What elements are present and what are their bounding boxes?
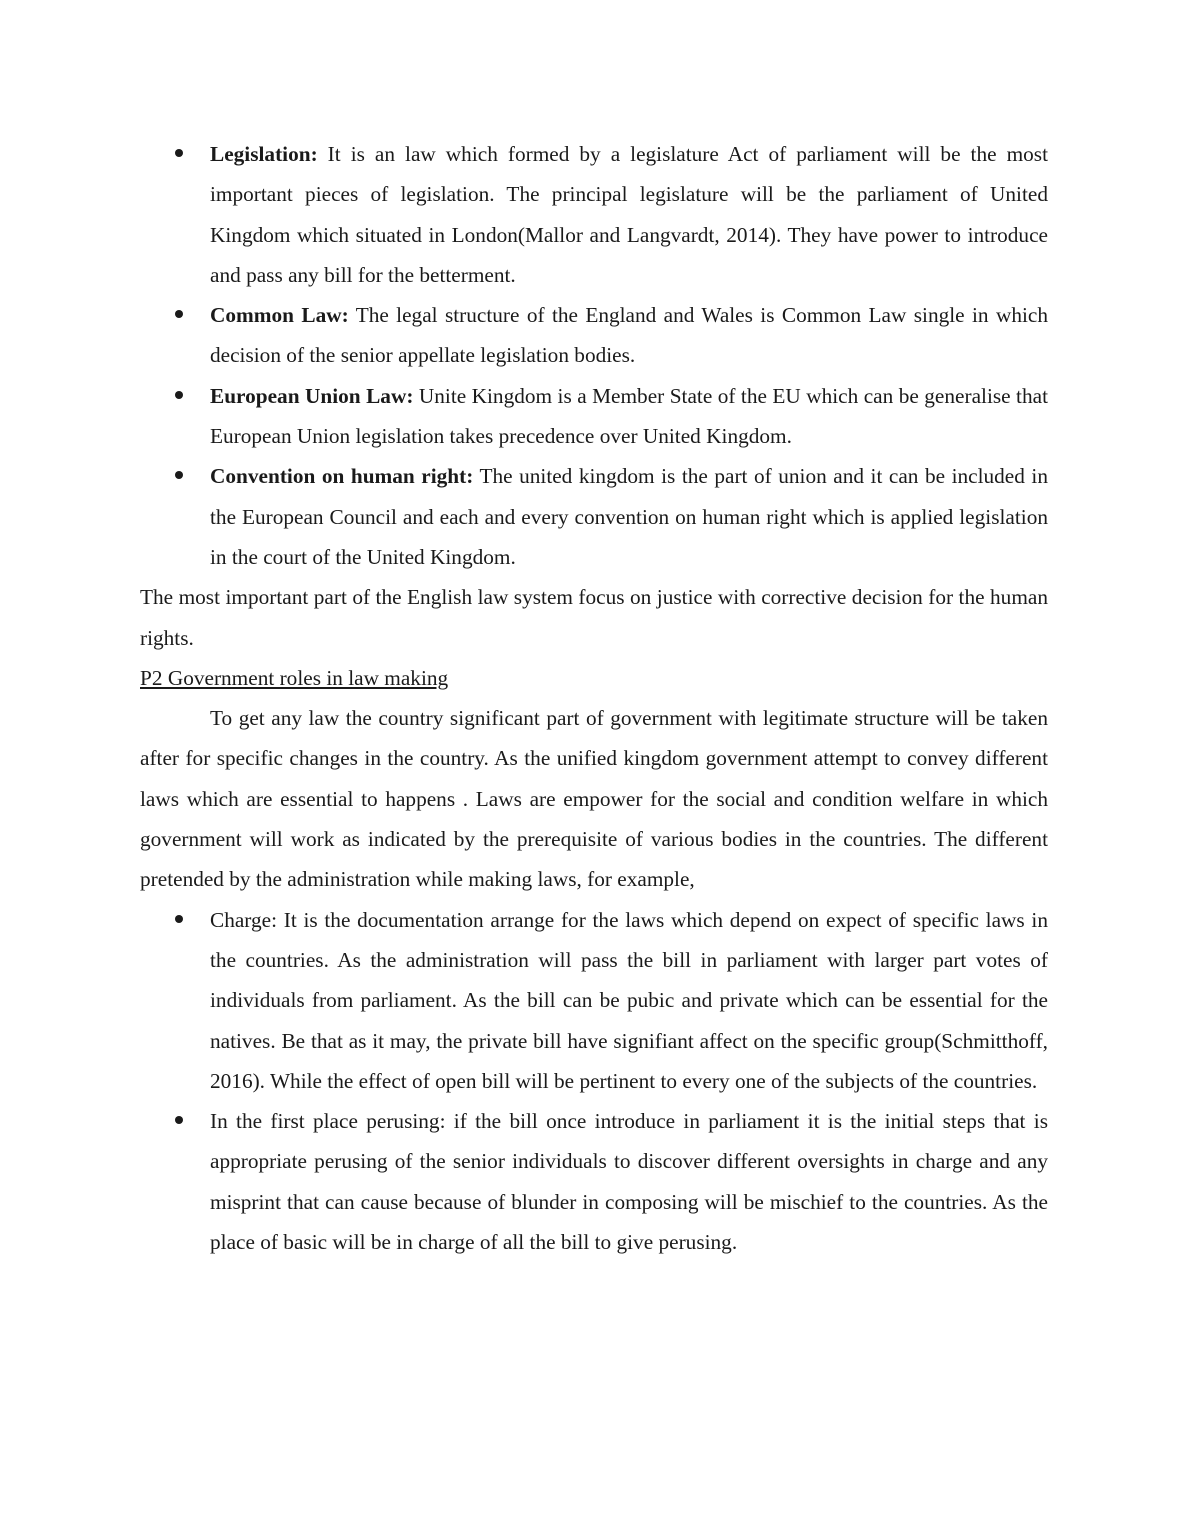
bullet-icon bbox=[175, 915, 183, 923]
list-item-text: Unite Kingdom is a Member State of the EU which can be generalise that European Union legislation takes precedence over United Kingdom. bbox=[210, 383, 1048, 449]
list-item-human-rights bbox=[140, 456, 1048, 577]
section-heading: P2 Government roles in law making bbox=[140, 665, 449, 690]
intro-paragraph: To get any law the country significant part of government with legitimate structure will be taken after for specific changes in the country. As the unified kingdom government attempt to convey different laws which are essential to happens . Laws are empower for the social and condition welfare in which government will work as indicated by the prerequisite of various bodies in the countries. The different pretended by the administration while making laws, for example, bbox=[140, 706, 1048, 892]
list-item-text: The united kingdom is the part of union and it can be included in the European Council and each and every convention on human right which is applied legislation in the court of the United Kingdom. bbox=[210, 464, 1048, 569]
list-item-term: Legislation: bbox=[210, 142, 318, 166]
list-item-text: Charge: It is the documentation arrange for the laws which depend on expect of specific laws in the countries. As the administration will pass the bill in parliament with larger part votes of individuals from parliament. As the bill can be pubic and private which can be essential for the natives. Be that as it may, the private bill have signifiant affect on the specific group(Schmitthoff, 2016). While the effect of open bill will be pertinent to every one of the subjects of the countries. bbox=[210, 907, 1048, 1093]
bullet-icon bbox=[175, 471, 183, 479]
bullet-icon bbox=[175, 391, 183, 399]
summary-paragraph: The most important part of the English law system focus on justice with corrective decision for the human rights. bbox=[140, 585, 1048, 650]
list-item-term: Convention on human right: bbox=[210, 464, 474, 489]
list-item-text: In the first place perusing: if the bill once introduce in parliament it is the initial steps that is appropriate perusing of the senior individuals to discover different oversights in charge and any misprint that can cause because of blunder in composing will be mischief to the countries. As the place of basic will be in charge of all the bill to give perusing. bbox=[210, 1109, 1048, 1255]
bullet-icon bbox=[175, 149, 183, 157]
list-item-first-reading bbox=[140, 1101, 1048, 1262]
sources-of-law-list bbox=[140, 134, 1048, 577]
list-item-eu-law bbox=[140, 376, 1048, 457]
list-item-term: European Union Law: bbox=[210, 383, 414, 408]
list-item-term: Common Law: bbox=[210, 303, 349, 328]
list-item-common-law bbox=[140, 295, 1048, 376]
list-item-legislation bbox=[140, 134, 1048, 295]
document-page bbox=[140, 134, 1048, 1262]
list-item-text: The legal structure of the England and Wales is Common Law single in which decision of the senior appellate legislation bodies. bbox=[210, 303, 1048, 368]
bullet-icon bbox=[175, 310, 183, 318]
law-making-steps-list bbox=[140, 900, 1048, 1263]
list-item-text: It is an law which formed by a legislature Act of parliament will be the most important pieces of legislation. The principal legislature will be the parliament of United Kingdom which situated in London(Mallor and Langvardt, 2014). They have power to introduce and pass any bill for the betterment. bbox=[210, 142, 1048, 287]
list-item-charge bbox=[140, 900, 1048, 1101]
bullet-icon bbox=[175, 1116, 183, 1124]
